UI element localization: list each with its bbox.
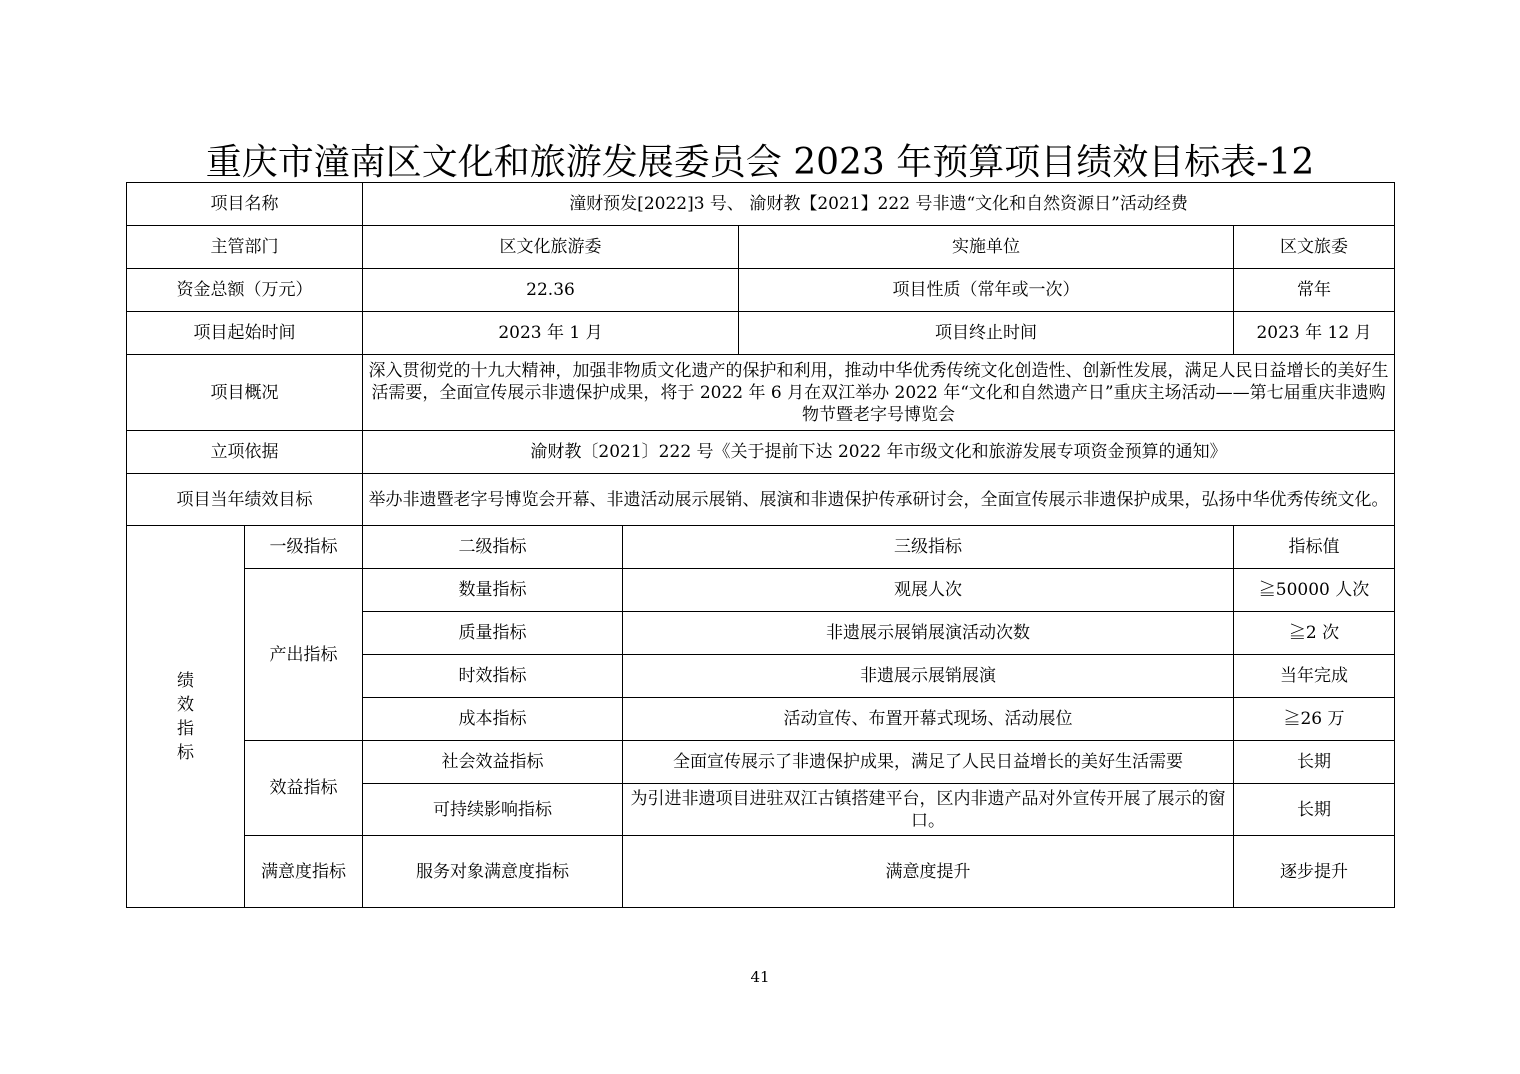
benefit-indicator-label: 效益指标 xyxy=(245,741,363,836)
impl-unit-value: 区文旅委 xyxy=(1234,226,1395,269)
funds-value: 22.36 xyxy=(363,269,739,312)
overview-label: 项目概况 xyxy=(127,355,363,431)
table-row xyxy=(127,836,1395,908)
page-title: 重庆市潼南区文化和旅游发展委员会 2023 年预算项目绩效目标表-12 xyxy=(205,142,1315,183)
l3-cell: 非遗展示展销展演活动次数 xyxy=(623,612,1234,655)
goal-value: 举办非遗暨老字号博览会开幕、非遗活动展示展销、展演和非遗保护传承研讨会，全面宣传展示非遗保护成果，弘扬中华优秀传统文化。 xyxy=(363,474,1395,526)
value-cell: ≧26 万 xyxy=(1234,698,1395,741)
header-value: 指标值 xyxy=(1234,526,1395,569)
row-department xyxy=(127,226,1395,269)
start-time-label: 项目起始时间 xyxy=(127,312,363,355)
row-overview xyxy=(127,355,1395,431)
end-time-value: 2023 年 12 月 xyxy=(1234,312,1395,355)
row-goal xyxy=(127,474,1395,526)
row-time xyxy=(127,312,1395,355)
dept-label: 主管部门 xyxy=(127,226,363,269)
l3-cell: 非遗展示展销展演 xyxy=(623,655,1234,698)
goal-label: 项目当年绩效目标 xyxy=(127,474,363,526)
l3-cell: 全面宣传展示了非遗保护成果，满足了人民日益增长的美好生活需要 xyxy=(623,741,1234,784)
header-level2: 二级指标 xyxy=(363,526,623,569)
l3-cell: 为引进非遗项目进驻双江古镇搭建平台，区内非遗产品对外宣传开展了展示的窗口。 xyxy=(623,784,1234,836)
project-name-value: 潼财预发[2022]3 号、 渝财教【2021】222 号非遗“文化和自然资源日”活动经费 xyxy=(363,183,1395,226)
header-level1: 一级指标 xyxy=(245,526,363,569)
performance-target-table xyxy=(126,182,1395,908)
l3-cell: 观展人次 xyxy=(623,569,1234,612)
l2-cell: 可持续影响指标 xyxy=(363,784,623,836)
row-funds xyxy=(127,269,1395,312)
value-cell: 当年完成 xyxy=(1234,655,1395,698)
basis-value: 渝财教〔2021〕222 号《关于提前下达 2022 年市级文化和旅游发展专项资金预算的通知》 xyxy=(363,431,1395,474)
table-row xyxy=(127,741,1395,784)
table-row xyxy=(127,569,1395,612)
overview-value: 深入贯彻党的十九大精神，加强非物质文化遗产的保护和利用，推动中华优秀传统文化创造性、创新性发展，满足人民日益增长的美好生活需要，全面宣传展示非遗保护成果，将于 2022 年 6 月在双江举办 2022 年“文化和自然遗产日”重庆主场活动——第七届重庆非遗购物节暨老字号博览会 xyxy=(363,355,1395,431)
row-perf-header xyxy=(127,526,1395,569)
l2-cell: 数量指标 xyxy=(363,569,623,612)
page-number: 41 xyxy=(750,968,770,986)
value-cell: ≧2 次 xyxy=(1234,612,1395,655)
l3-cell: 活动宣传、布置开幕式现场、活动展位 xyxy=(623,698,1234,741)
l2-cell: 社会效益指标 xyxy=(363,741,623,784)
l2-cell: 服务对象满意度指标 xyxy=(363,836,623,908)
l2-cell: 成本指标 xyxy=(363,698,623,741)
perf-section-label: 绩效指标 xyxy=(127,526,245,908)
impl-unit-label: 实施单位 xyxy=(739,226,1234,269)
funds-label: 资金总额（万元） xyxy=(127,269,363,312)
basis-label: 立项依据 xyxy=(127,431,363,474)
l3-cell: 满意度提升 xyxy=(623,836,1234,908)
row-project-name xyxy=(127,183,1395,226)
l2-cell: 时效指标 xyxy=(363,655,623,698)
row-basis xyxy=(127,431,1395,474)
start-time-value: 2023 年 1 月 xyxy=(363,312,739,355)
value-cell: ≧50000 人次 xyxy=(1234,569,1395,612)
header-level3: 三级指标 xyxy=(623,526,1234,569)
end-time-label: 项目终止时间 xyxy=(739,312,1234,355)
satisfaction-indicator-label: 满意度指标 xyxy=(245,836,363,908)
nature-label: 项目性质（常年或一次） xyxy=(739,269,1234,312)
project-name-label: 项目名称 xyxy=(127,183,363,226)
value-cell: 逐步提升 xyxy=(1234,836,1395,908)
l2-cell: 质量指标 xyxy=(363,612,623,655)
value-cell: 长期 xyxy=(1234,784,1395,836)
value-cell: 长期 xyxy=(1234,741,1395,784)
output-indicator-label: 产出指标 xyxy=(245,569,363,741)
nature-value: 常年 xyxy=(1234,269,1395,312)
dept-value: 区文化旅游委 xyxy=(363,226,739,269)
